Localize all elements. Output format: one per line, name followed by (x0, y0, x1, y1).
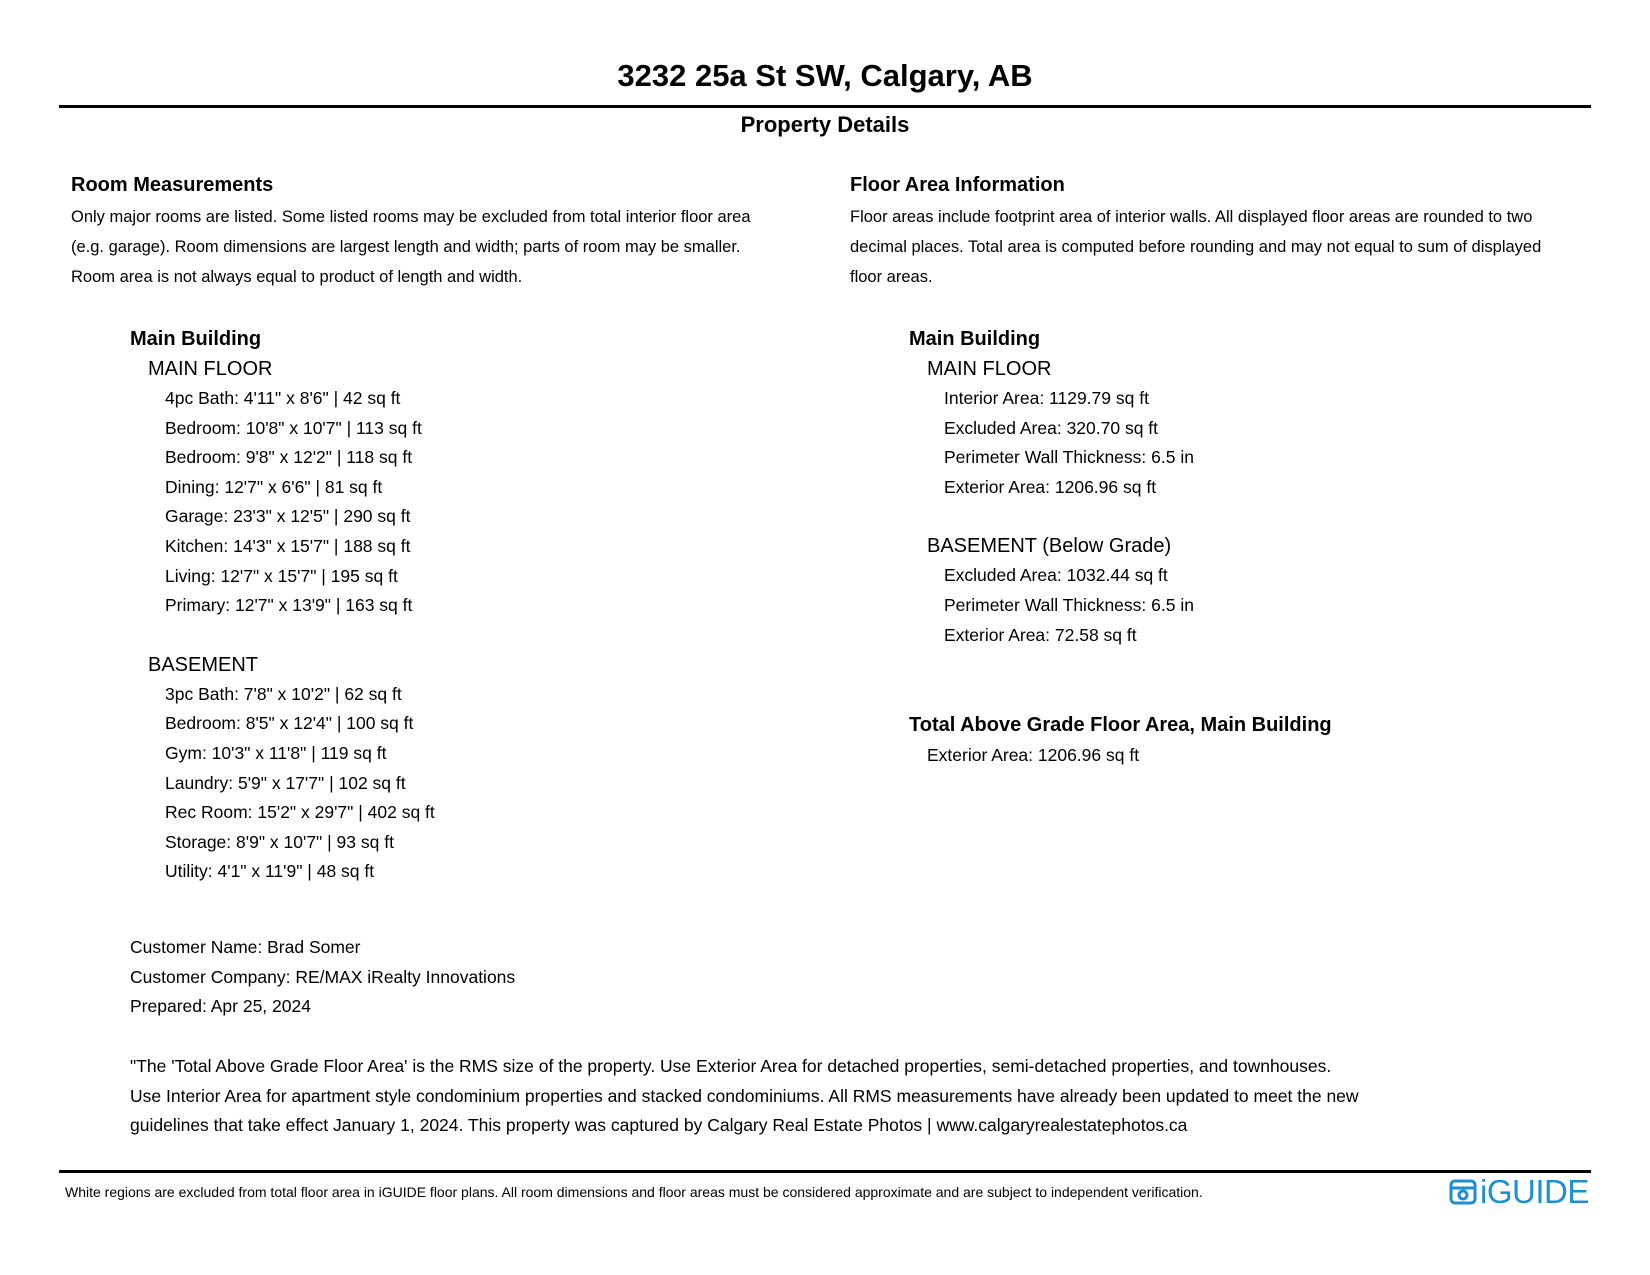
room-measurements-section (71, 172, 821, 887)
section-description-line: Floor areas include footprint area of interior walls. All displayed floor areas are rounded to two (850, 208, 1533, 226)
room-item: Utility: 4'1" x 11'9" | 48 sq ft (165, 861, 375, 882)
room-item: Laundry: 5'9" x 17'7" | 102 sq ft (165, 772, 406, 793)
section-description-line: Only major rooms are listed. Some listed rooms may be excluded from total interior floor area (71, 208, 751, 226)
page-title: 3232 25a St SW, Calgary, AB (617, 58, 1033, 93)
prepared-date: Prepared: Apr 25, 2024 (130, 996, 311, 1017)
room-item: Rec Room: 15'2" x 29'7" | 402 sq ft (165, 802, 435, 823)
area-item: Perimeter Wall Thickness: 6.5 in (944, 594, 1194, 615)
customer-company: Customer Company: RE/MAX iRealty Innovations (130, 966, 516, 987)
area-item: Perimeter Wall Thickness: 6.5 in (944, 447, 1194, 468)
room-item: Gym: 10'3" x 11'8" | 119 sq ft (165, 742, 387, 763)
note-line: guidelines that take effect January 1, 2024. This property was captured by Calgary Real Estate Photos | www.calgaryrealestatephotos.ca (130, 1115, 1188, 1136)
area-item: Excluded Area: 1032.44 sq ft (944, 565, 1168, 586)
total-area-heading: Total Above Grade Floor Area, Main Building (909, 714, 1332, 737)
customer-name: Customer Name: Brad Somer (130, 937, 361, 957)
header-rule (59, 105, 1591, 108)
area-item: Exterior Area: 72.58 sq ft (944, 624, 1137, 645)
section-heading: Room Measurements (71, 174, 274, 196)
total-area-value: Exterior Area: 1206.96 sq ft (927, 745, 1140, 766)
iguide-logo (1449, 1175, 1589, 1209)
room-item: Bedroom: 9'8" x 12'2" | 118 sq ft (165, 447, 413, 468)
area-item: Excluded Area: 320.70 sq ft (944, 417, 1159, 438)
floor-heading: BASEMENT (148, 653, 259, 676)
note-line: "The 'Total Above Grade Floor Area' is the RMS size of the property. Use Exterior Area for detached properties, semi-detached properties, and townhouses. (130, 1056, 1332, 1076)
room-item: Bedroom: 8'5" x 12'4" | 100 sq ft (165, 713, 414, 734)
section-description-line: (e.g. garage). Room dimensions are largest length and width; parts of room may be smaller. (71, 238, 741, 256)
building-heading: Main Building (909, 328, 1041, 350)
room-item: Storage: 8'9" x 10'7" | 93 sq ft (165, 831, 394, 852)
room-item: Kitchen: 14'3" x 15'7" | 188 sq ft (165, 535, 411, 556)
room-item: Primary: 12'7" x 13'9" | 163 sq ft (165, 595, 413, 616)
logo-text: iGUIDE (1480, 1173, 1589, 1210)
footer-disclaimer: White regions are excluded from total floor area in iGUIDE floor plans. All room dimensions and floor areas must be considered approximate and are subject to independent verification. (65, 1184, 1203, 1200)
page-subtitle: Property Details (740, 112, 910, 137)
rms-notes (130, 1052, 1590, 1141)
section-description-line: decimal places. Total area is computed before rounding and may not equal to sum of displayed (850, 238, 1542, 256)
room-item: Garage: 23'3" x 12'5" | 290 sq ft (165, 506, 411, 527)
section-description-line: floor areas. (850, 268, 933, 286)
room-item: 4pc Bath: 4'11" x 8'6" | 42 sq ft (165, 388, 401, 408)
section-heading: Floor Area Information (850, 174, 1065, 196)
section-description-line: Room area is not always equal to product of length and width. (71, 268, 523, 286)
room-item: 3pc Bath: 7'8" x 10'2" | 62 sq ft (165, 683, 402, 704)
camera-icon (1449, 1179, 1477, 1205)
floor-area-section (850, 172, 1610, 770)
customer-info (130, 933, 1590, 1022)
room-item: Bedroom: 10'8" x 10'7" | 113 sq ft (165, 417, 422, 438)
note-line: Use Interior Area for apartment style condominium properties and stacked condominiums. All RMS measurements have already been updated to meet the new (130, 1085, 1359, 1106)
area-item: Interior Area: 1129.79 sq ft (944, 388, 1149, 408)
room-item: Dining: 12'7" x 6'6" | 81 sq ft (165, 476, 383, 497)
floor-heading: MAIN FLOOR (148, 358, 273, 380)
building-heading: Main Building (130, 328, 262, 350)
floor-heading: MAIN FLOOR (927, 358, 1052, 380)
floor-heading: BASEMENT (Below Grade) (927, 535, 1172, 558)
area-item: Exterior Area: 1206.96 sq ft (944, 476, 1157, 497)
room-item: Living: 12'7" x 15'7" | 195 sq ft (165, 565, 398, 586)
footer-rule (59, 1170, 1591, 1173)
